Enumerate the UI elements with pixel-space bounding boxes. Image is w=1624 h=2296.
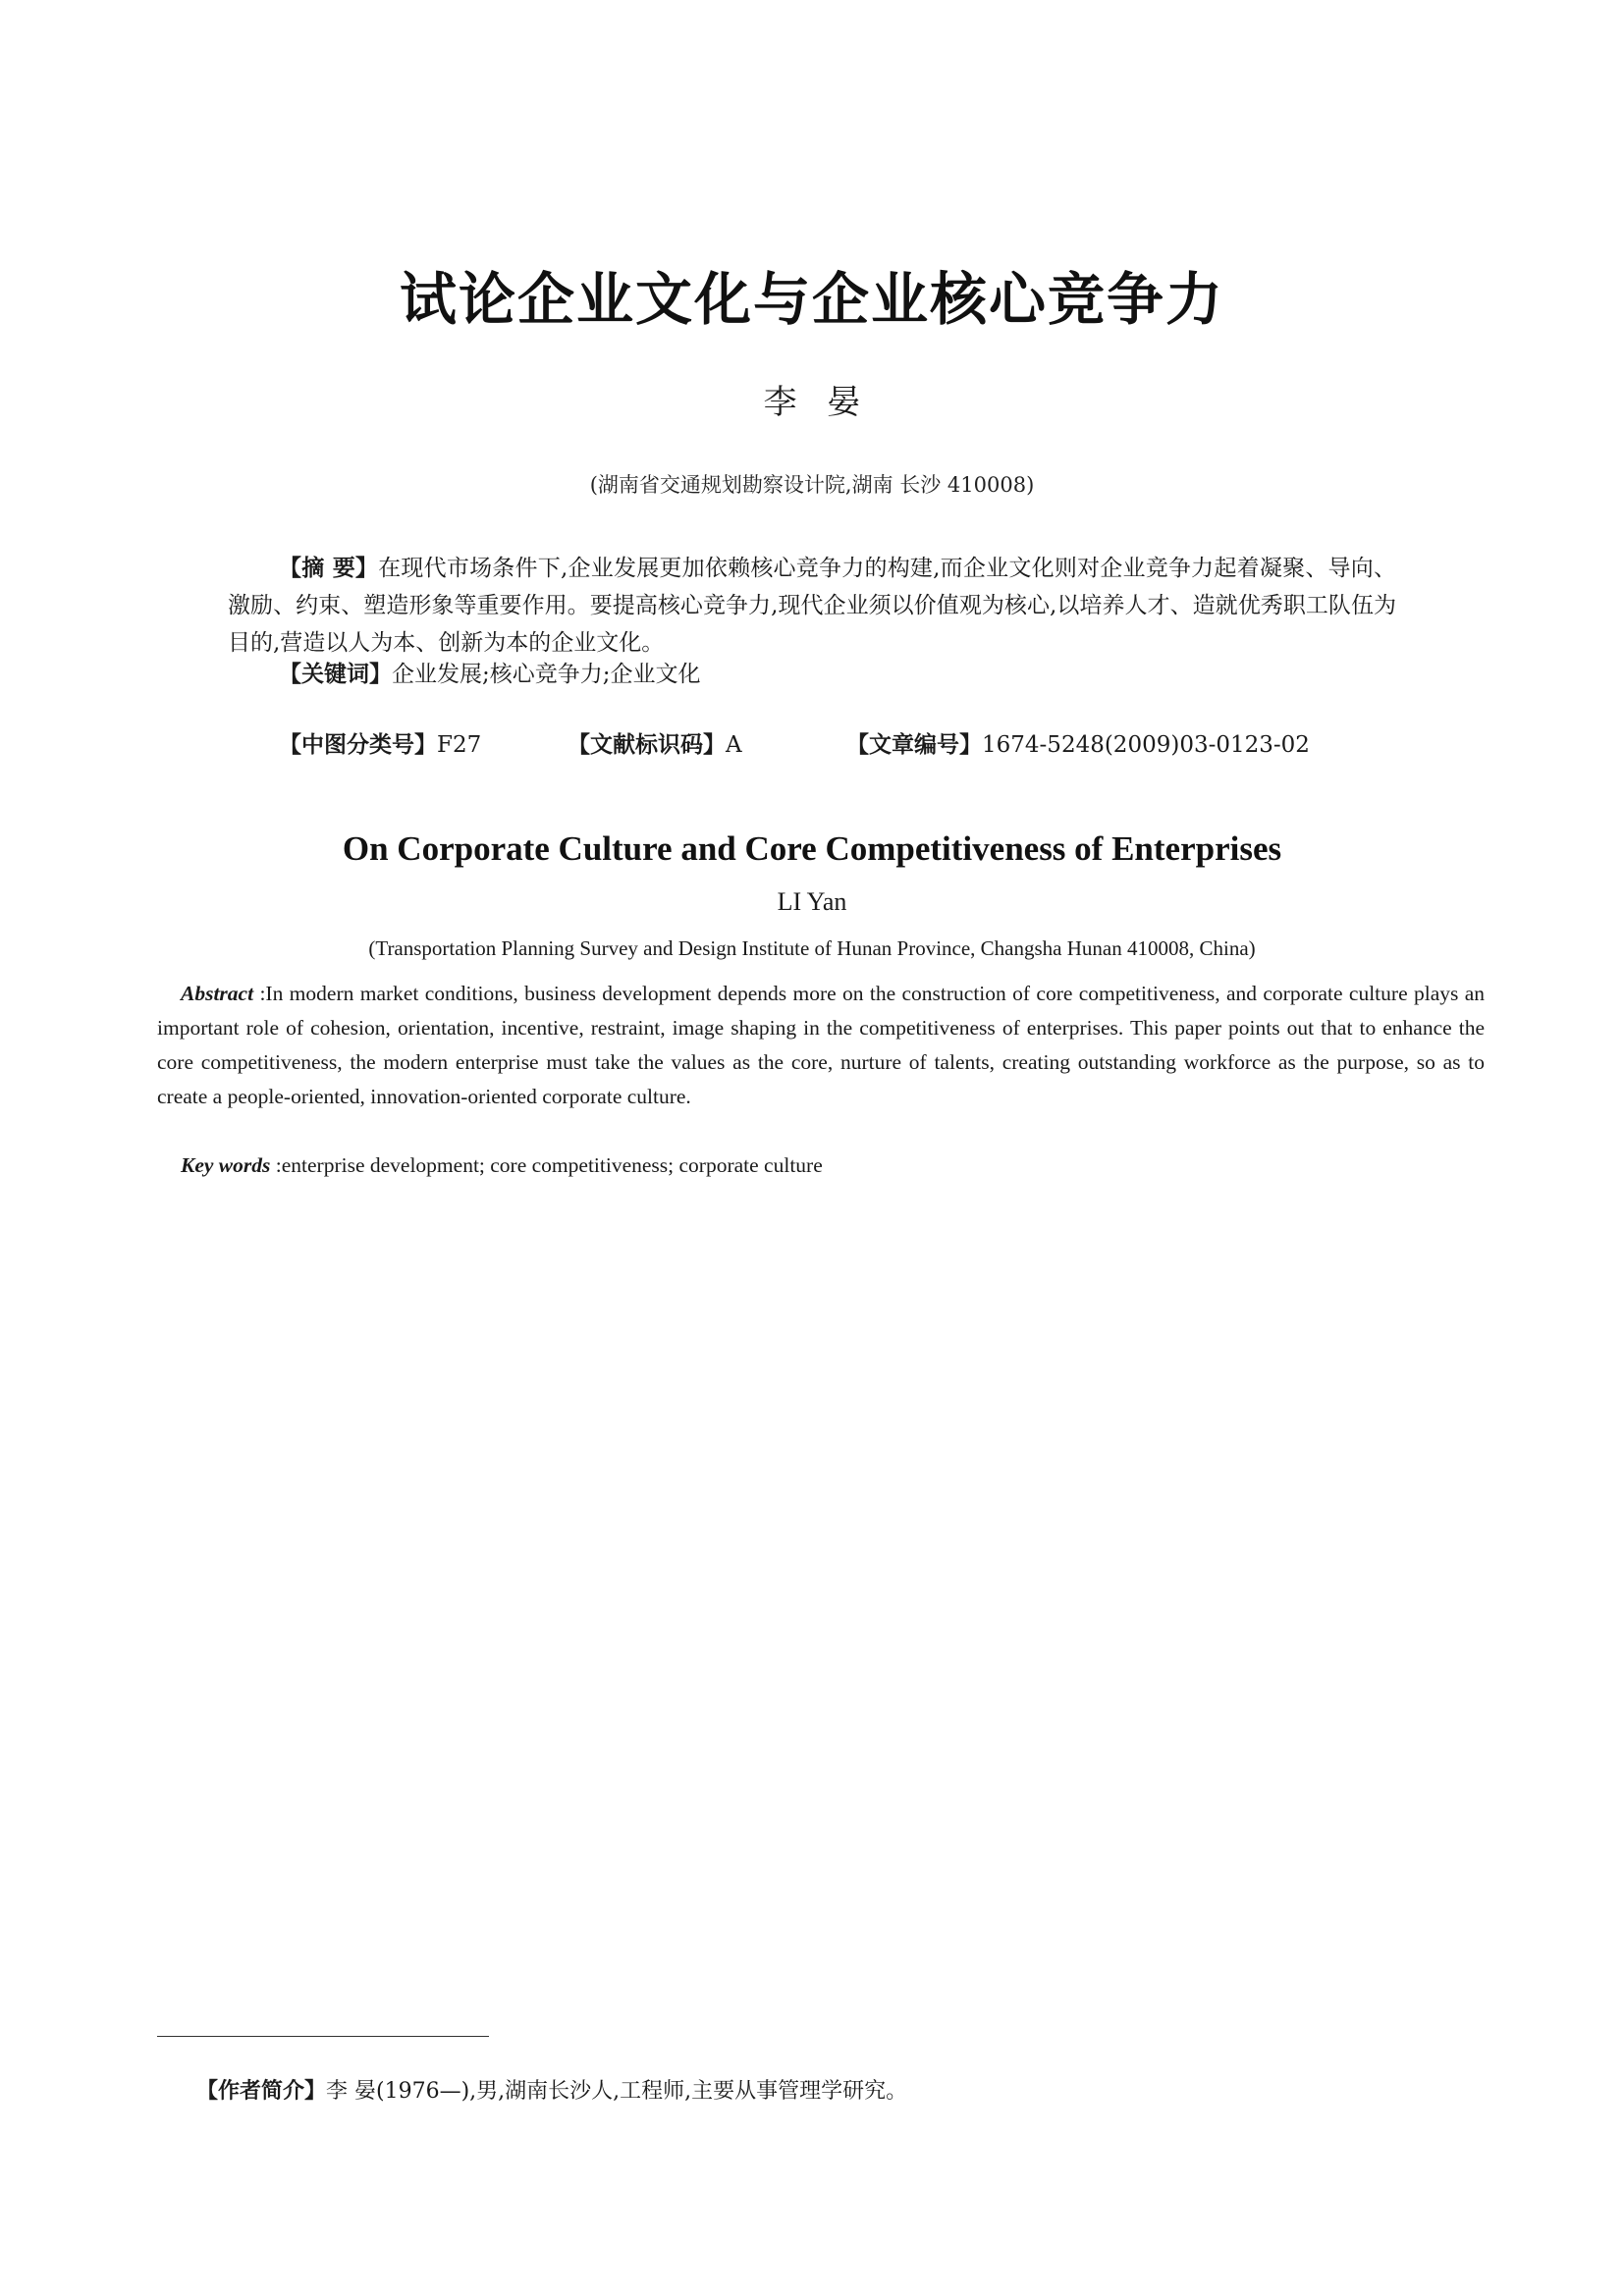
paper-title: 试论企业文化与企业核心竞争力 [399,266,1224,333]
english-abstract-text: In modern market conditions, business development depends more on the construction of core competitiveness, and corporate culture plays an important role of cohesion, orientation, incentive, restraint, image shaping in the competitiveness of enterprises. This paper points out that to enhance the core competitiveness, the modern enterprise must take the values as the core, nurture of talents, creating outstanding workforce as the purpose, so as to create a people-oriented, innovation-oriented corporate culture. [157,982,1485,1108]
english-keywords-sep: : [275,1153,282,1177]
author-footnote [196,2074,907,2105]
keywords-text: 企业发展;核心竞争力;企业文化 [392,662,701,687]
clc-value: F27 [437,732,482,758]
author-affiliation: (湖南省交通规划勘察设计院,湖南 长沙 410008) [589,473,1035,497]
english-abstract [157,977,1485,1114]
english-author: LI Yan [777,887,847,916]
author-name: 李 晏 [763,383,861,422]
english-abstract-sep: : [259,982,266,1005]
chinese-abstract [228,550,1396,662]
keywords-label: 【关键词】 [279,662,392,687]
footnote-divider [157,2036,489,2037]
english-title: On Corporate Culture and Core Competitiveness of Enterprises [342,829,1282,868]
clc-label: 【中图分类号】 [279,732,437,758]
abstract-text: 在现代市场条件下,企业发展更加依赖核心竞争力的构建,而企业文化则对企业竞争力起着凝聚、导向、激励、约束、塑造形象等重要作用。要提高核心竞争力,现代企业须以价值观为核心,以培养人才、造就优秀职工队伍为目的,营造以人为本、创新为本的企业文化。 [228,556,1397,656]
article-no-value: 1674-5248(2009)03-0123-02 [982,732,1310,758]
english-affiliation: (Transportation Planning Survey and Design Institute of Hunan Province, Changsha Hunan 410008, China) [368,936,1256,960]
footnote-label: 【作者简介】 [196,2079,327,2104]
english-keywords [157,1148,1485,1183]
document-code [568,726,742,759]
footnote-text: 李 晏(1976—),男,湖南长沙人,工程师,主要从事管理学研究。 [326,2079,908,2104]
article-number [846,726,1310,759]
english-keywords-text: enterprise development; core competitiveness; corporate culture [281,1153,823,1177]
english-abstract-label: Abstract [181,982,254,1005]
abstract-label: 【摘 要】 [279,556,379,581]
english-keywords-label: Key words [181,1153,271,1177]
article-no-label: 【文章编号】 [846,732,982,758]
doc-code-label: 【文献标识码】 [568,732,726,758]
clc-number [279,726,481,759]
chinese-keywords [228,656,1396,693]
doc-code-value: A [726,732,742,758]
